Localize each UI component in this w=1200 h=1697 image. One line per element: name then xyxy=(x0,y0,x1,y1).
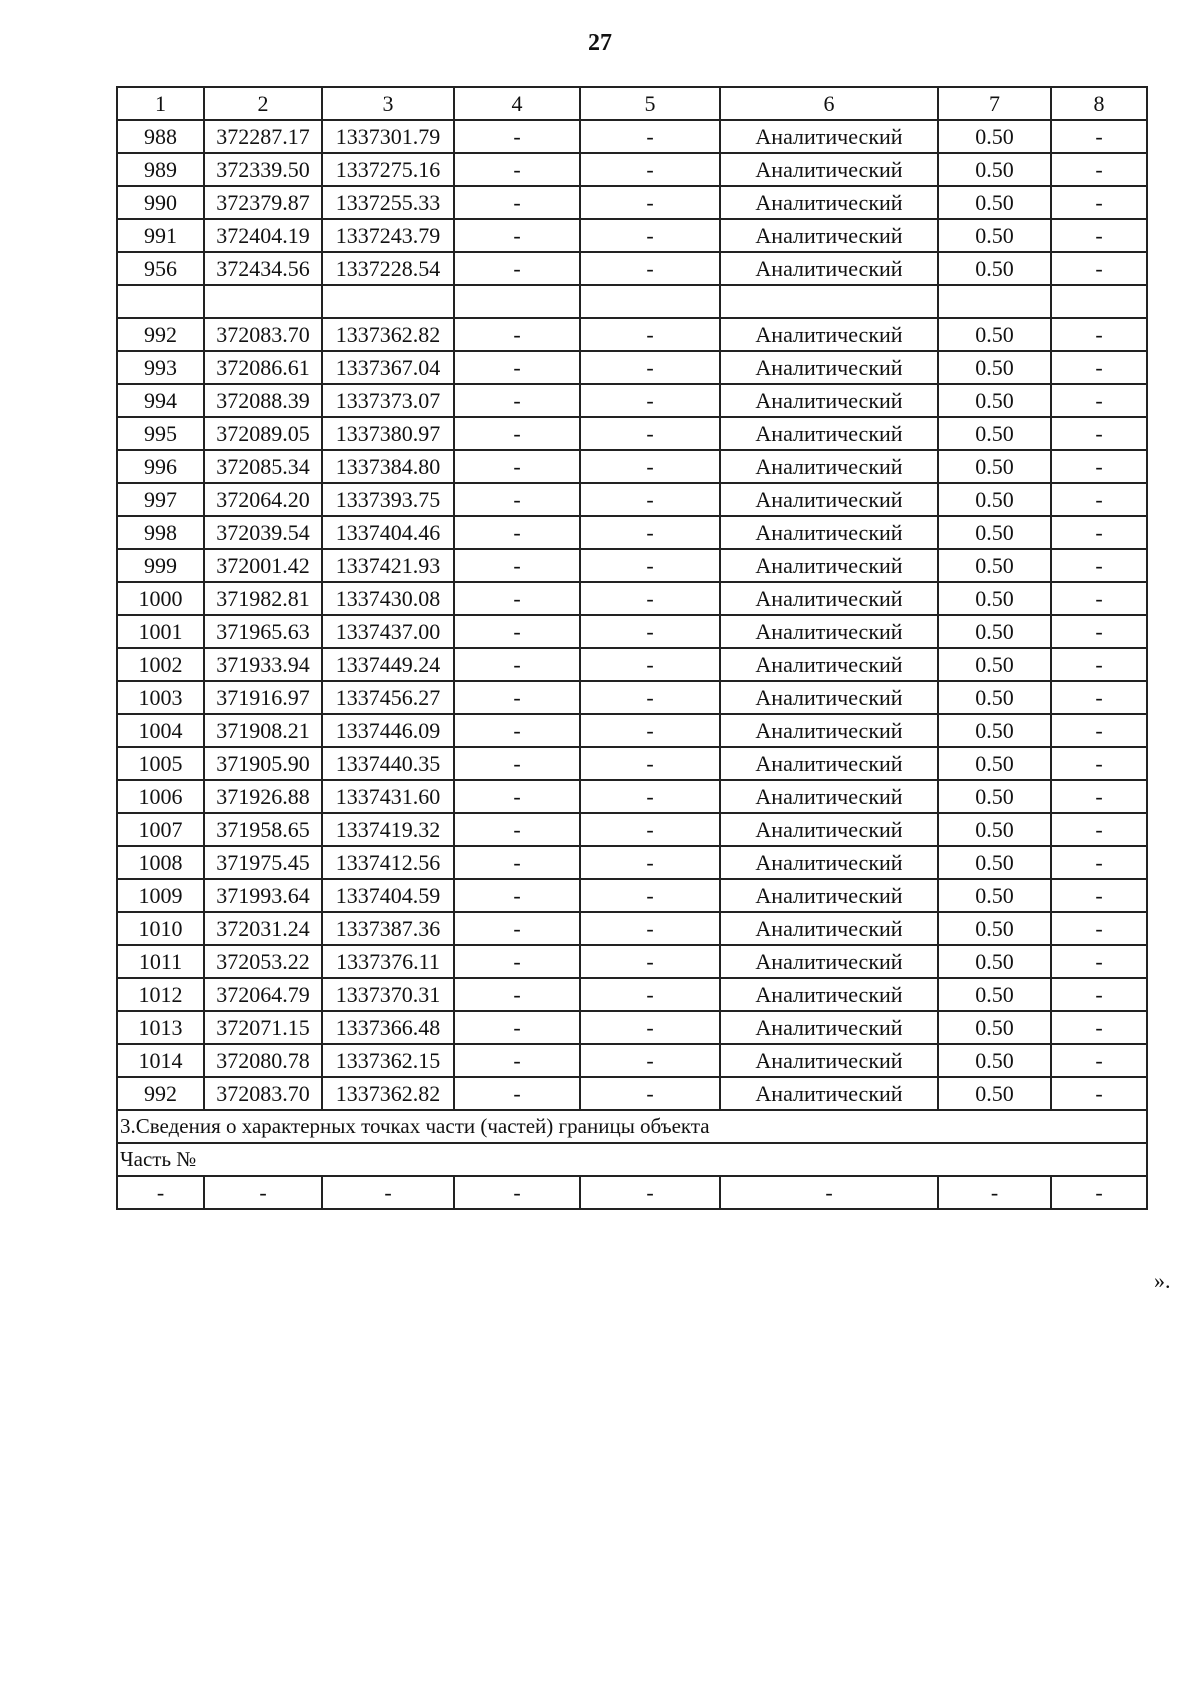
table-cell: - xyxy=(1051,483,1147,516)
header-cell: 2 xyxy=(204,87,322,120)
page-number: 27 xyxy=(588,30,612,56)
table-cell: 0.50 xyxy=(938,582,1051,615)
table-cell: - xyxy=(454,648,580,681)
part-label: Часть № xyxy=(117,1143,1147,1176)
table-cell: 1337430.08 xyxy=(322,582,454,615)
table-row xyxy=(117,549,1147,582)
table-cell: Аналитический xyxy=(720,351,938,384)
table-cell: 372085.34 xyxy=(204,450,322,483)
table-cell: 0.50 xyxy=(938,153,1051,186)
table-cell: 0.50 xyxy=(938,879,1051,912)
coordinates-table xyxy=(116,86,1148,1210)
table-cell: 0.50 xyxy=(938,747,1051,780)
table-cell: - xyxy=(1051,747,1147,780)
table-cell: - xyxy=(580,384,720,417)
table-cell: - xyxy=(454,417,580,450)
table-cell: 372064.20 xyxy=(204,483,322,516)
table-cell: Аналитический xyxy=(720,318,938,351)
header-cell: 3 xyxy=(322,87,454,120)
header-row xyxy=(117,87,1147,120)
table-cell: - xyxy=(1051,1044,1147,1077)
table-cell: - xyxy=(938,1176,1051,1209)
table-row xyxy=(117,120,1147,153)
table-cell: 0.50 xyxy=(938,516,1051,549)
table-cell: - xyxy=(1051,351,1147,384)
table-cell: 1337275.16 xyxy=(322,153,454,186)
table-cell: 371933.94 xyxy=(204,648,322,681)
table-cell: 1337301.79 xyxy=(322,120,454,153)
table-cell: 995 xyxy=(117,417,204,450)
table-cell: - xyxy=(454,780,580,813)
table-cell: - xyxy=(580,615,720,648)
table-cell: - xyxy=(580,747,720,780)
table-cell: - xyxy=(1051,252,1147,285)
table-cell: - xyxy=(1051,153,1147,186)
table-cell: - xyxy=(580,549,720,582)
table-row xyxy=(117,186,1147,219)
table-cell: - xyxy=(1051,318,1147,351)
table-cell: - xyxy=(580,945,720,978)
table-cell: - xyxy=(720,1176,938,1209)
table-cell: Аналитический xyxy=(720,978,938,1011)
table-cell: - xyxy=(1051,879,1147,912)
table-cell: - xyxy=(454,219,580,252)
table-cell: 1337446.09 xyxy=(322,714,454,747)
table-cell: - xyxy=(1051,615,1147,648)
table-cell: 0.50 xyxy=(938,1011,1051,1044)
section-title: 3.Сведения о характерных точках части (частей) границы объекта xyxy=(117,1110,1147,1143)
table-cell: 372001.42 xyxy=(204,549,322,582)
table-cell: - xyxy=(580,1077,720,1110)
table-cell: Аналитический xyxy=(720,582,938,615)
table-cell: 991 xyxy=(117,219,204,252)
table-cell: - xyxy=(580,978,720,1011)
table-cell: - xyxy=(1051,714,1147,747)
table-cell: 371908.21 xyxy=(204,714,322,747)
table-cell: - xyxy=(1051,1011,1147,1044)
table-cell: 988 xyxy=(117,120,204,153)
table-cell: - xyxy=(454,351,580,384)
table-cell xyxy=(1051,285,1147,318)
table-row xyxy=(117,384,1147,417)
table-cell: 1337373.07 xyxy=(322,384,454,417)
table-cell: 1007 xyxy=(117,813,204,846)
table-row xyxy=(117,318,1147,351)
table-cell: 372080.78 xyxy=(204,1044,322,1077)
table-cell: 1337431.60 xyxy=(322,780,454,813)
table-cell: Аналитический xyxy=(720,846,938,879)
table-cell: 1337366.48 xyxy=(322,1011,454,1044)
table-cell: - xyxy=(454,879,580,912)
table-cell: 372287.17 xyxy=(204,120,322,153)
table-cell xyxy=(720,285,938,318)
header-cell: 4 xyxy=(454,87,580,120)
table-cell: 1337384.80 xyxy=(322,450,454,483)
table-cell: 1337421.93 xyxy=(322,549,454,582)
table-cell: 371982.81 xyxy=(204,582,322,615)
header-cell: 1 xyxy=(117,87,204,120)
table-cell: 0.50 xyxy=(938,120,1051,153)
table-cell: Аналитический xyxy=(720,1077,938,1110)
table-row xyxy=(117,648,1147,681)
table-row xyxy=(117,450,1147,483)
header-cell: 7 xyxy=(938,87,1051,120)
table-cell: - xyxy=(580,1176,720,1209)
table-cell: - xyxy=(1051,120,1147,153)
table-cell: - xyxy=(1051,1176,1147,1209)
table-cell: 1008 xyxy=(117,846,204,879)
table-row xyxy=(117,780,1147,813)
table-cell: - xyxy=(454,846,580,879)
table-row xyxy=(117,516,1147,549)
table-cell: - xyxy=(1051,450,1147,483)
table-cell: 0.50 xyxy=(938,714,1051,747)
final-row xyxy=(117,1176,1147,1209)
table-cell: - xyxy=(204,1176,322,1209)
table-cell: 372039.54 xyxy=(204,516,322,549)
table-row xyxy=(117,747,1147,780)
table-cell: - xyxy=(580,582,720,615)
table-cell: 372339.50 xyxy=(204,153,322,186)
table-cell: - xyxy=(580,681,720,714)
table-cell: 1337393.75 xyxy=(322,483,454,516)
table-row xyxy=(117,252,1147,285)
table-cell: 371926.88 xyxy=(204,780,322,813)
table-cell: - xyxy=(580,252,720,285)
table-cell: - xyxy=(1051,780,1147,813)
table-cell: - xyxy=(580,1044,720,1077)
table-cell: 1006 xyxy=(117,780,204,813)
table-cell: 0.50 xyxy=(938,351,1051,384)
table-cell: 1337255.33 xyxy=(322,186,454,219)
table-cell: 0.50 xyxy=(938,219,1051,252)
table-cell: 372031.24 xyxy=(204,912,322,945)
table-cell: - xyxy=(454,252,580,285)
table-cell: 999 xyxy=(117,549,204,582)
table-cell: Аналитический xyxy=(720,186,938,219)
table-cell: - xyxy=(454,978,580,1011)
table-cell: 1000 xyxy=(117,582,204,615)
table-cell: 0.50 xyxy=(938,450,1051,483)
table-cell: - xyxy=(1051,813,1147,846)
table-cell: - xyxy=(580,714,720,747)
table-cell: - xyxy=(1051,582,1147,615)
table-cell: Аналитический xyxy=(720,252,938,285)
table-cell: Аналитический xyxy=(720,615,938,648)
table-cell: 1337362.82 xyxy=(322,1077,454,1110)
table-footer xyxy=(117,1110,1147,1209)
table-cell: - xyxy=(454,549,580,582)
table-cell: 0.50 xyxy=(938,846,1051,879)
table-cell: - xyxy=(454,582,580,615)
table-cell: 1337419.32 xyxy=(322,813,454,846)
table-cell: 1010 xyxy=(117,912,204,945)
table-cell: 371975.45 xyxy=(204,846,322,879)
table-row xyxy=(117,351,1147,384)
table-cell: - xyxy=(454,1176,580,1209)
table-cell: 1337404.59 xyxy=(322,879,454,912)
table-cell: 372379.87 xyxy=(204,186,322,219)
table-cell: 372053.22 xyxy=(204,945,322,978)
table-cell: 989 xyxy=(117,153,204,186)
table-cell: 1337380.97 xyxy=(322,417,454,450)
table-cell: - xyxy=(1051,186,1147,219)
table-cell: 372404.19 xyxy=(204,219,322,252)
table-cell: - xyxy=(1051,978,1147,1011)
table-row xyxy=(117,417,1147,450)
table-cell: Аналитический xyxy=(720,945,938,978)
header-cell: 8 xyxy=(1051,87,1147,120)
table-cell: Аналитический xyxy=(720,813,938,846)
table-cell: - xyxy=(454,1044,580,1077)
table-cell: - xyxy=(1051,945,1147,978)
table-row xyxy=(117,813,1147,846)
table-cell: 372086.61 xyxy=(204,351,322,384)
table-cell: 0.50 xyxy=(938,483,1051,516)
table-cell: - xyxy=(580,780,720,813)
table-cell: - xyxy=(580,516,720,549)
table-cell: Аналитический xyxy=(720,384,938,417)
table-cell: 990 xyxy=(117,186,204,219)
table-cell: 372064.79 xyxy=(204,978,322,1011)
table-cell: Аналитический xyxy=(720,780,938,813)
table-cell: 1012 xyxy=(117,978,204,1011)
table-cell: 0.50 xyxy=(938,813,1051,846)
table-cell: 992 xyxy=(117,318,204,351)
table-cell: - xyxy=(454,1077,580,1110)
table-row xyxy=(117,615,1147,648)
table-cell: 372088.39 xyxy=(204,384,322,417)
table-cell xyxy=(204,285,322,318)
table-cell: Аналитический xyxy=(720,1044,938,1077)
table-row xyxy=(117,1044,1147,1077)
table-cell: 0.50 xyxy=(938,318,1051,351)
table-cell: 1001 xyxy=(117,615,204,648)
table-cell: 1337437.00 xyxy=(322,615,454,648)
table-cell: 372089.05 xyxy=(204,417,322,450)
table-cell: 371958.65 xyxy=(204,813,322,846)
table-body xyxy=(117,87,1147,1110)
table-cell: - xyxy=(454,945,580,978)
table-cell: 0.50 xyxy=(938,417,1051,450)
table-row xyxy=(117,219,1147,252)
table-cell: - xyxy=(454,318,580,351)
table-cell: 1005 xyxy=(117,747,204,780)
table-cell: 0.50 xyxy=(938,1077,1051,1110)
header-cell: 5 xyxy=(580,87,720,120)
table-cell: 0.50 xyxy=(938,912,1051,945)
table-cell: 371905.90 xyxy=(204,747,322,780)
table-cell: 1337387.36 xyxy=(322,912,454,945)
table-cell: - xyxy=(580,219,720,252)
table-cell: Аналитический xyxy=(720,681,938,714)
table-cell: 1337370.31 xyxy=(322,978,454,1011)
table-cell: Аналитический xyxy=(720,516,938,549)
table-cell: - xyxy=(1051,846,1147,879)
table-row xyxy=(117,978,1147,1011)
table-cell: 956 xyxy=(117,252,204,285)
table-cell: - xyxy=(454,681,580,714)
table-cell: 994 xyxy=(117,384,204,417)
closing-quote: ». xyxy=(1154,1268,1171,1293)
table-cell: Аналитический xyxy=(720,450,938,483)
table-cell: 1337362.82 xyxy=(322,318,454,351)
table-cell: - xyxy=(454,483,580,516)
table-cell: - xyxy=(454,186,580,219)
table-cell: Аналитический xyxy=(720,912,938,945)
table-cell: Аналитический xyxy=(720,483,938,516)
table-cell: 1337243.79 xyxy=(322,219,454,252)
table-cell: - xyxy=(1051,912,1147,945)
table-cell: 992 xyxy=(117,1077,204,1110)
table-cell: Аналитический xyxy=(720,714,938,747)
table-cell: - xyxy=(1051,681,1147,714)
table-cell: - xyxy=(580,879,720,912)
table-row xyxy=(117,582,1147,615)
table-row xyxy=(117,945,1147,978)
table-cell: 997 xyxy=(117,483,204,516)
table-cell: 1004 xyxy=(117,714,204,747)
table-cell: 372071.15 xyxy=(204,1011,322,1044)
table-cell: 0.50 xyxy=(938,648,1051,681)
table-cell: - xyxy=(454,516,580,549)
table-cell: - xyxy=(1051,219,1147,252)
table-cell: - xyxy=(1051,417,1147,450)
header-cell: 6 xyxy=(720,87,938,120)
table-cell: - xyxy=(1051,516,1147,549)
table-cell: - xyxy=(454,714,580,747)
table-row xyxy=(117,714,1147,747)
table-row xyxy=(117,285,1147,318)
table-cell xyxy=(117,285,204,318)
table-cell: 1337404.46 xyxy=(322,516,454,549)
table-cell: Аналитический xyxy=(720,120,938,153)
table-cell: 993 xyxy=(117,351,204,384)
section-title-row xyxy=(117,1110,1147,1143)
table-cell: Аналитический xyxy=(720,549,938,582)
table-cell: 1337362.15 xyxy=(322,1044,454,1077)
table-cell: 1337228.54 xyxy=(322,252,454,285)
table-cell: - xyxy=(580,351,720,384)
table-cell: - xyxy=(454,153,580,186)
table-cell: - xyxy=(454,615,580,648)
table-cell: 371916.97 xyxy=(204,681,322,714)
table-cell xyxy=(322,285,454,318)
table-cell: 0.50 xyxy=(938,978,1051,1011)
table-cell: 372083.70 xyxy=(204,1077,322,1110)
table-cell: 0.50 xyxy=(938,186,1051,219)
table-cell: 1337449.24 xyxy=(322,648,454,681)
table-cell xyxy=(580,285,720,318)
table-cell: 1002 xyxy=(117,648,204,681)
table-cell: 996 xyxy=(117,450,204,483)
table-cell: - xyxy=(580,153,720,186)
table-row xyxy=(117,1077,1147,1110)
table-cell: 1003 xyxy=(117,681,204,714)
table-cell: - xyxy=(580,813,720,846)
table-cell: 371993.64 xyxy=(204,879,322,912)
table-row xyxy=(117,681,1147,714)
table-cell: 372083.70 xyxy=(204,318,322,351)
table-row xyxy=(117,846,1147,879)
table-cell: 0.50 xyxy=(938,384,1051,417)
table-cell: Аналитический xyxy=(720,219,938,252)
table-cell: 1337456.27 xyxy=(322,681,454,714)
table-cell: - xyxy=(1051,384,1147,417)
table-cell: - xyxy=(1051,648,1147,681)
table-cell: - xyxy=(1051,549,1147,582)
table-cell: 0.50 xyxy=(938,945,1051,978)
table-cell: - xyxy=(580,318,720,351)
table-cell: Аналитический xyxy=(720,747,938,780)
table-cell: - xyxy=(1051,1077,1147,1110)
table-cell: 1014 xyxy=(117,1044,204,1077)
table-cell: 0.50 xyxy=(938,1044,1051,1077)
table-cell xyxy=(454,285,580,318)
table-row xyxy=(117,1011,1147,1044)
table-cell: 0.50 xyxy=(938,615,1051,648)
table-cell: Аналитический xyxy=(720,1011,938,1044)
table-cell: 0.50 xyxy=(938,549,1051,582)
table-cell: - xyxy=(580,483,720,516)
table-cell: 372434.56 xyxy=(204,252,322,285)
table-cell: 1337376.11 xyxy=(322,945,454,978)
table-row xyxy=(117,879,1147,912)
table-row xyxy=(117,912,1147,945)
table-cell: Аналитический xyxy=(720,648,938,681)
table-cell: - xyxy=(117,1176,204,1209)
part-label-row xyxy=(117,1143,1147,1176)
table-cell: - xyxy=(580,186,720,219)
table-cell: - xyxy=(580,450,720,483)
table-cell: - xyxy=(454,747,580,780)
table-cell: - xyxy=(580,648,720,681)
table-cell: - xyxy=(454,450,580,483)
table-cell: 1009 xyxy=(117,879,204,912)
table-row xyxy=(117,483,1147,516)
table-cell: - xyxy=(454,120,580,153)
table-cell: - xyxy=(454,912,580,945)
table-cell: 371965.63 xyxy=(204,615,322,648)
table-cell: 1337440.35 xyxy=(322,747,454,780)
table-cell: Аналитический xyxy=(720,417,938,450)
table-cell: - xyxy=(454,384,580,417)
table-cell: 998 xyxy=(117,516,204,549)
table-cell: 0.50 xyxy=(938,252,1051,285)
table-cell: - xyxy=(580,417,720,450)
table-cell: 1013 xyxy=(117,1011,204,1044)
table-cell: 1337412.56 xyxy=(322,846,454,879)
table-cell: - xyxy=(580,846,720,879)
table-cell xyxy=(938,285,1051,318)
table-cell: Аналитический xyxy=(720,879,938,912)
table-cell: - xyxy=(580,1011,720,1044)
table-cell: - xyxy=(454,1011,580,1044)
table-cell: - xyxy=(454,813,580,846)
table-cell: 0.50 xyxy=(938,780,1051,813)
table-cell: 0.50 xyxy=(938,681,1051,714)
table-cell: 1337367.04 xyxy=(322,351,454,384)
table-cell: - xyxy=(580,120,720,153)
table-cell: - xyxy=(322,1176,454,1209)
table-row xyxy=(117,153,1147,186)
table-cell: 1011 xyxy=(117,945,204,978)
table-cell: Аналитический xyxy=(720,153,938,186)
table-cell: - xyxy=(580,912,720,945)
